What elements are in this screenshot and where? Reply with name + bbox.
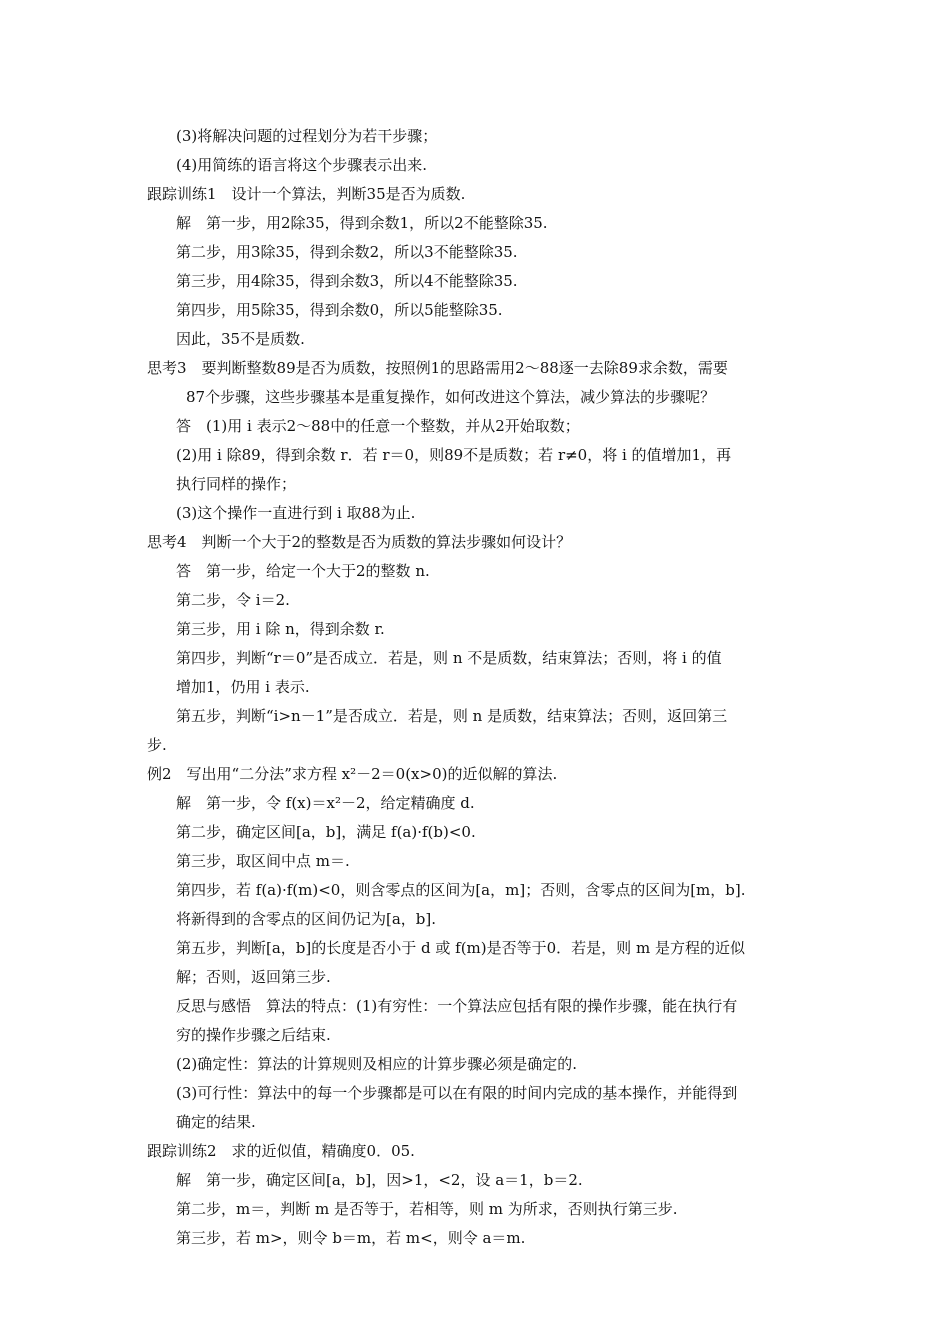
text-line: 第三步，取区间中点 m＝. bbox=[176, 852, 350, 870]
text-line: 反思与感悟 算法的特点：(1)有穷性：一个算法应包括有限的操作步骤，能在执行有 bbox=[176, 997, 738, 1015]
text-line: 第三步，用 i 除 n，得到余数 r. bbox=[176, 620, 385, 638]
text-line: 将新得到的含零点的区间仍记为[a，b]. bbox=[176, 910, 437, 928]
text-line: 增加1，仍用 i 表示. bbox=[176, 678, 310, 696]
text-line: (2)用 i 除89，得到余数 r．若 r＝0，则89不是质数；若 r≠0，将 i 的值增加1，再 bbox=[176, 446, 732, 464]
text-line: 确定的结果. bbox=[176, 1113, 256, 1131]
text-line: (3)这个操作一直进行到 i 取88为止. bbox=[176, 504, 416, 522]
text-line: 解 第一步，用2除35，得到余数1，所以2不能整除35. bbox=[176, 214, 548, 232]
text-line: 第二步，令 i＝2. bbox=[176, 591, 290, 609]
text-line: 第二步，确定区间[a，b]，满足 f(a)·f(b)<0. bbox=[176, 823, 476, 841]
section-heading: 思考4 判断一个大于2的整数是否为质数的算法步骤如何设计？ bbox=[147, 533, 572, 551]
text-line: 第二步，用3除35，得到余数2，所以3不能整除35. bbox=[176, 243, 518, 261]
text-line: 解 第一步，确定区间[a，b]，因>1，<2，设 a＝1，b＝2. bbox=[176, 1171, 583, 1189]
text-line: 第三步，若 m>，则令 b＝m，若 m<，则令 a＝m. bbox=[176, 1229, 526, 1247]
text-line: 执行同样的操作； bbox=[176, 475, 297, 493]
text-line: 第五步，判断“i>n－1”是否成立．若是，则 n 是质数，结束算法；否则，返回第三 bbox=[176, 707, 728, 725]
text-line: 第四步，用5除35，得到余数0，所以5能整除35. bbox=[176, 301, 503, 319]
text-line: (3)可行性：算法中的每一个步骤都是可以在有限的时间内完成的基本操作，并能得到 bbox=[176, 1084, 738, 1102]
section-heading: 跟踪训练1 设计一个算法，判断35是否为质数. bbox=[147, 185, 466, 203]
text-line: 87个步骤，这些步骤基本是重复操作，如何改进这个算法，减少算法的步骤呢？ bbox=[186, 388, 716, 406]
text-line: 解 第一步，令 f(x)＝x²－2，给定精确度 d. bbox=[176, 794, 475, 812]
text-line: (4)用简练的语言将这个步骤表示出来. bbox=[176, 156, 428, 174]
text-line: 因此，35不是质数. bbox=[176, 330, 305, 348]
text-line: 第四步，判断“r＝0”是否成立．若是，则 n 不是质数，结束算法；否则，将 i 的值 bbox=[176, 649, 722, 667]
text-line: 步. bbox=[147, 736, 167, 754]
text-line: 答 (1)用 i 表示2～88中的任意一个整数，并从2开始取数； bbox=[176, 417, 580, 435]
text-line: (3)将解决问题的过程划分为若干步骤； bbox=[176, 127, 438, 145]
text-line: 答 第一步，给定一个大于2的整数 n. bbox=[176, 562, 430, 580]
text-line: (2)确定性：算法的计算规则及相应的计算步骤必须是确定的. bbox=[176, 1055, 578, 1073]
text-line: 第二步，m＝，判断 m 是否等于，若相等，则 m 为所求，否则执行第三步. bbox=[176, 1200, 678, 1218]
text-line: 第三步，用4除35，得到余数3，所以4不能整除35. bbox=[176, 272, 518, 290]
section-heading: 例2 写出用“二分法”求方程 x²－2＝0(x>0)的近似解的算法. bbox=[147, 765, 558, 783]
text-line: 第四步，若 f(a)·f(m)<0，则含零点的区间为[a，m]；否则，含零点的区间为[m，b]. bbox=[176, 881, 746, 899]
section-heading: 思考3 要判断整数89是否为质数，按照例1的思路需用2～88逐一去除89求余数，需要 bbox=[147, 359, 728, 377]
section-heading: 跟踪训练2 求的近似值，精确度0．05. bbox=[147, 1142, 415, 1160]
text-line: 第五步，判断[a，b]的长度是否小于 d 或 f(m)是否等于0．若是，则 m 是方程的近似 bbox=[176, 939, 745, 957]
text-line: 解；否则，返回第三步. bbox=[176, 968, 331, 986]
text-line: 穷的操作步骤之后结束. bbox=[176, 1026, 331, 1044]
